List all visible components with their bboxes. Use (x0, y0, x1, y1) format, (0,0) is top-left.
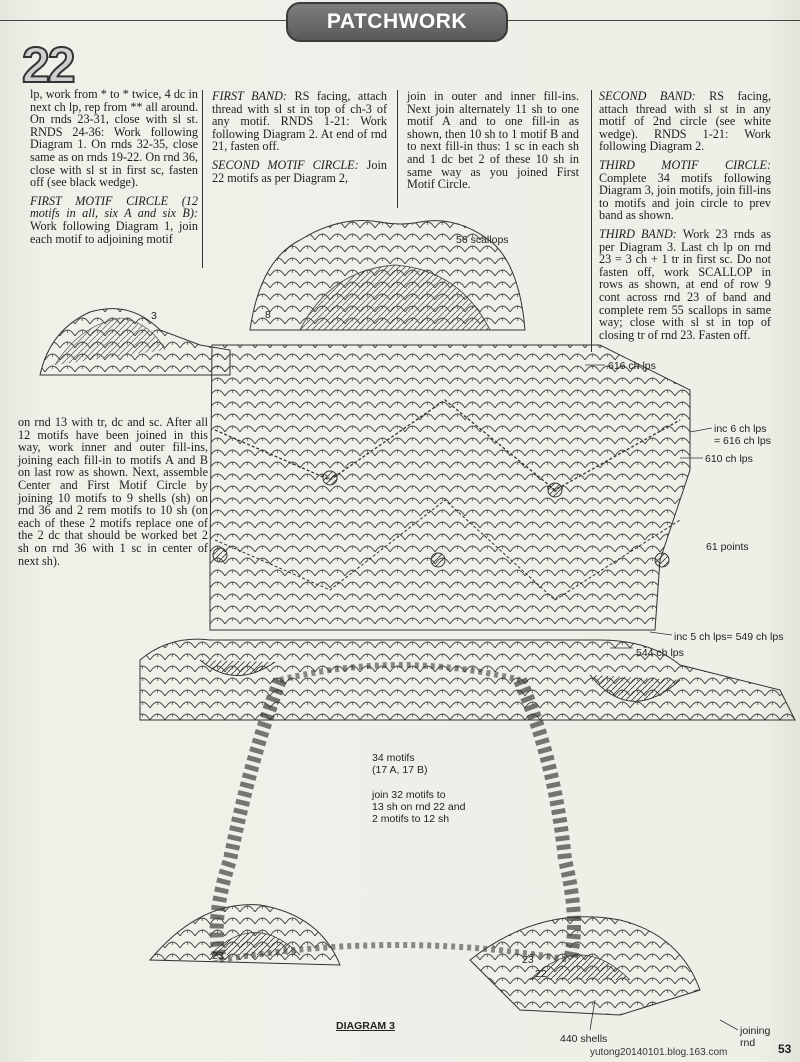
label-row-3: 3 (151, 310, 157, 322)
section-title: PATCHWORK (286, 2, 508, 42)
col4-text-3: Work 23 rnds as per Diagram 3. Last ch lp on rnd 23 = 3 ch + 1 tr in first sc. Do not fasten off, work SCALLOP in rows as shown, at end of row 9 cont across rnd 23 of band and complete rem 55 scallops in same way; close with sl st in top of closing tr of rnd 23. Fasten off. (599, 226, 772, 342)
label-joining: joining (740, 1025, 771, 1037)
main-mesh-band (210, 345, 690, 630)
leader-line (650, 632, 672, 635)
col4-heading-3: THIRD BAND: (599, 226, 677, 241)
col1-top-text: lp, work from * to * twice, 4 dc in next ch lp, rep from ** all around. On rnds 23-31, close with sl st. RNDS 24-36: Work following Diagram 1. On rnds 32-35, close same as on rnds 19-22. On rnd 36, close with sl st in first sc, fasten off (see black wedge). (30, 87, 198, 190)
col4-heading-1: SECOND BAND: (599, 89, 696, 103)
label-row-8: 8 (265, 309, 271, 321)
col3-text: join in outer and inner fill-ins. Next join alternately 11 sh to one motif A and to one fill-in as shown, then 10 sh to 1 motif B and to next fill-in thus: 1 sc in each sh and 1 dc bet 2 of these 10 sh in same way as you joined First Motif Circle. (407, 89, 579, 192)
pattern-number: 22 (22, 37, 74, 93)
label-inc-6-eq: = 616 ch lps (714, 435, 771, 447)
label-440-shells: 440 shells (560, 1033, 608, 1045)
col2-text-2: Join 22 motifs as per Diagram 2, (212, 157, 387, 185)
credit-text: yutong20140101.blog.163.com (590, 1047, 728, 1058)
band-edge-scallops (140, 639, 795, 720)
col1-heading-text: Work following Diagram 1, join each motif to adjoining motif (30, 218, 198, 246)
label-61-points: 61 points (706, 541, 749, 553)
col1-heading: FIRST MOTIF CIRCLE (12 motifs in all, six A and six B): (30, 193, 198, 221)
col2-heading-2: SECOND MOTIF CIRCLE: (212, 157, 359, 172)
motif-marker (323, 471, 337, 485)
label-scallops: 56 scallops (456, 234, 509, 246)
page-number: 53 (778, 1042, 792, 1056)
col2-heading-1: FIRST BAND: (212, 89, 287, 103)
label-row-22: 22 (535, 968, 547, 980)
col2-text-1: RS facing, attach thread with sl st in top of ch-3 of any motif. RNDS 1-21: Work following Diagram 2. At end of rnd 21, fasten off. (212, 89, 388, 154)
label-joining-rnd: rnd (740, 1037, 756, 1049)
label-610-ch-lps: 610 ch lps (705, 453, 753, 465)
diagram-title: DIAGRAM 3 (336, 1020, 395, 1032)
label-inc-5: inc 5 ch lps= 549 ch lps (674, 631, 784, 643)
label-544-ch-lps: 544 ch lps (636, 647, 684, 659)
col4-text-2: Complete 34 motifs following Diagram 3, join motifs, join fill-ins to motifs and join circle to prev band as shown. (599, 170, 771, 223)
label-join-3: 2 motifs to 12 sh (372, 813, 450, 825)
col4-text-1: RS facing, attach thread with sl st in any motif of 2nd circle (see white wedge). RNDS 1-21: Work following Diagram 2. (599, 89, 771, 154)
leader-line (690, 428, 712, 432)
label-motifs-ab: (17 A, 17 B) (372, 764, 428, 776)
label-row-23-left: 23 (212, 950, 224, 962)
label-616-ch-lps: 616 ch lps (608, 360, 656, 372)
col4-heading-2: THIRD MOTIF CIRCLE: (599, 157, 771, 172)
label-row-23-right: 23 (522, 954, 534, 966)
label-join-2: 13 sh on rnd 22 and (372, 801, 466, 813)
label-34-motifs: 34 motifs (372, 752, 415, 764)
motif-marker (213, 548, 227, 562)
label-inc-6: inc 6 ch lps (714, 423, 767, 435)
leader-line (720, 1020, 738, 1030)
label-join-1: join 32 motifs to (372, 789, 446, 801)
col1-bottom-text: on rnd 13 with tr, dc and sc. After all 12 motifs have been joined in this way, work inner and outer fill-ins, joining each fill-in to motifs A and B on last row as shown. Next, assemble Center and First Motif Circle by joining 10 motifs to 9 shells (sh) on rnd 36 and 2 rem motifs to 10 sh (on each of these 2 motifs replace one of the 2 dc that should be worked bet 2 sh on rnd 36 with 1 sc in center of next sh). (18, 415, 208, 568)
motif-marker (548, 483, 562, 497)
motif-marker (655, 553, 669, 567)
motif-marker (431, 553, 445, 567)
